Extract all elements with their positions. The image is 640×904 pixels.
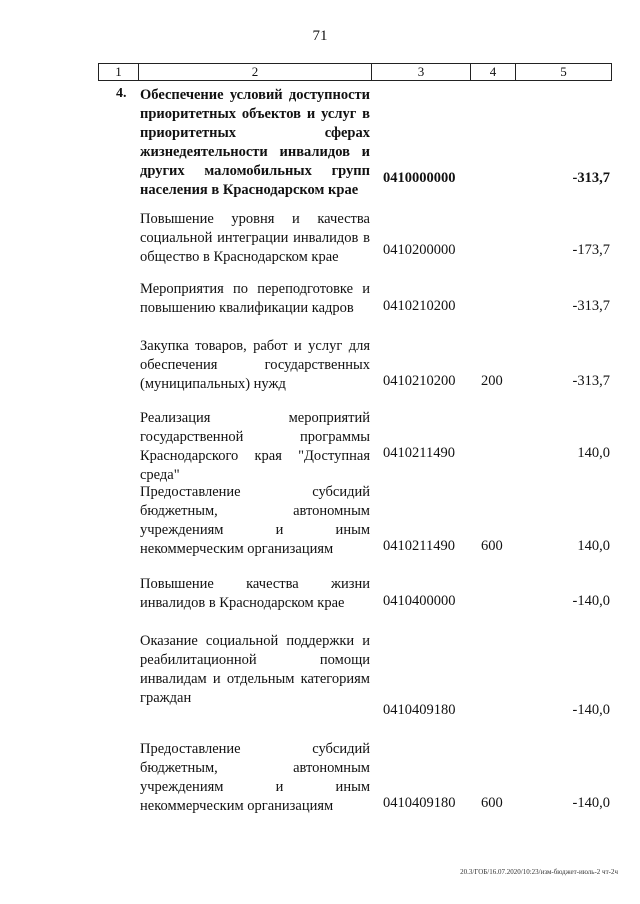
row-value: -140,0	[572, 593, 610, 609]
row-description: Оказание социальной поддержки и реабилитационной помощи инвалидам и отдельным категориям граждан	[140, 633, 370, 706]
row-code: 0410211490	[383, 445, 455, 461]
document-footer-id: 20.3/ГОБ/16.07.2020/10:23/изм-бюджет-июль-2 чт-2ч	[460, 868, 618, 876]
row-code: 0410000000	[383, 170, 456, 186]
column-header-row	[98, 63, 612, 81]
column-header-3: 3	[372, 64, 471, 80]
row-description: Повышение уровня и качества социальной интеграции инвалидов в общество в Краснодарском крае	[140, 211, 370, 265]
row-description: Предоставление субсидий бюджетным, автономным учреждениям и иным некоммерческим организациям	[140, 484, 370, 557]
row-description: Предоставление субсидий бюджетным, автономным учреждениям и иным некоммерческим организациям	[140, 741, 370, 814]
row-description: Обеспечение условий доступности приоритетных объектов и услуг в приоритетных сферах жизнедеятельности инвалидов и других маломобильных групп населения в Краснодарском крае	[140, 87, 370, 198]
row-value: -140,0	[572, 702, 610, 718]
row-value: -313,7	[572, 298, 610, 314]
row-code: 0410210200	[383, 298, 456, 314]
column-header-4: 4	[471, 64, 516, 80]
row-value: -313,7	[572, 170, 610, 186]
row-description: Реализация мероприятий государственной программы Краснодарского края "Доступная среда"	[140, 410, 370, 483]
row-code: 0410400000	[383, 593, 456, 609]
row-value: 140,0	[577, 538, 610, 554]
row-description: Мероприятия по переподготовке и повышению квалификации кадров	[140, 281, 370, 316]
row-value: -313,7	[572, 373, 610, 389]
row-number: 4.	[116, 86, 127, 101]
row-code: 0410211490	[383, 538, 455, 554]
column-header-1: 1	[99, 64, 139, 80]
column-header-2: 2	[139, 64, 372, 80]
row-expense-type: 600	[481, 795, 503, 811]
row-expense-type: 200	[481, 373, 503, 389]
row-description: Повышение качества жизни инвалидов в Краснодарском крае	[140, 576, 370, 611]
row-code: 0410210200	[383, 373, 456, 389]
row-code: 0410200000	[383, 242, 456, 258]
page-number: 71	[312, 28, 328, 44]
row-value: -173,7	[572, 242, 610, 258]
row-code: 0410409180	[383, 795, 456, 811]
row-value: -140,0	[572, 795, 610, 811]
row-value: 140,0	[577, 445, 610, 461]
row-description: Закупка товаров, работ и услуг для обеспечения государственных (муниципальных) нужд	[140, 338, 370, 392]
column-header-5: 5	[560, 64, 567, 79]
row-expense-type: 600	[481, 538, 503, 554]
row-code: 0410409180	[383, 702, 456, 718]
